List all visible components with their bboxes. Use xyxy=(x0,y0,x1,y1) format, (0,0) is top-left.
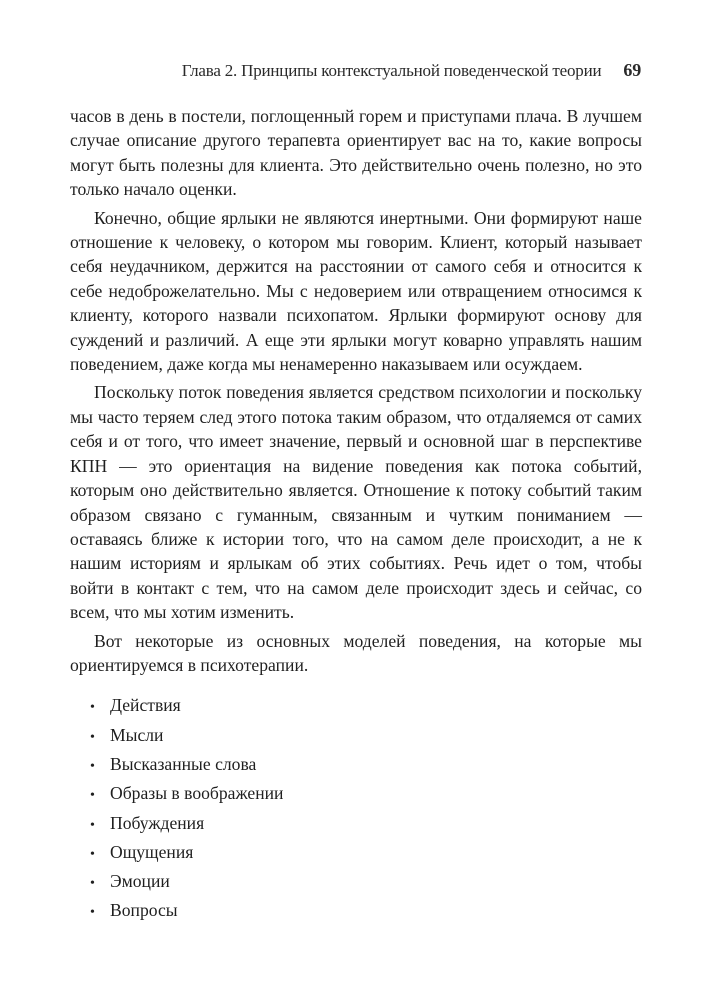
page-number: 69 xyxy=(623,60,641,80)
list-item xyxy=(70,693,642,722)
list-item-label: Образы в воображении xyxy=(110,783,284,804)
list-item-label: Эмоции xyxy=(110,871,170,892)
list-item xyxy=(70,752,642,781)
bullet-icon: • xyxy=(90,876,95,892)
bullet-icon: • xyxy=(90,905,95,921)
behavior-list xyxy=(70,693,642,927)
list-item xyxy=(70,840,642,869)
paragraph-3: Поскольку поток поведения является средством психологии и поскольку мы часто теряем след этого потока таким образом, что отдаляемся от самих себя и от того, что имеет значение, первый и основной шаг в перспективе КПН — это ориентация на видение поведения как потока событий, которым оно действительно является. Отношение к потоку событий таким образом связано с гуманным, связанным и чутким пониманием — оставаясь ближе к истории того, что на самом деле происходит, а не к нашим историям и ярлыкам об этих событиях. Речь идет о том, чтобы войти в контакт с тем, что на самом деле происходит здесь и сейчас, со всем, что мы хотим изменить. xyxy=(70,382,642,623)
chapter-title: Глава 2. Принципы контекстуальной поведенческой теории xyxy=(181,61,602,80)
running-header xyxy=(70,60,641,81)
list-item-label: Высказанные слова xyxy=(110,753,257,774)
paragraph-2: Конечно, общие ярлыки не являются инертными. Они формируют наше отношение к человеку, о котором мы говорим. Клиент, который называет себя неудачником, держится на расстоянии от самого себя и относится к себе недоброжелательно. Мы с недоверием или отвращением относимся к клиенту, которого назвали психопатом. Ярлыки формируют основу для суждений и различий. А еще эти ярлыки могут коварно управлять нашим поведением, даже когда мы ненамеренно наказываем или осуждаем. xyxy=(70,207,642,375)
bullet-icon: • xyxy=(90,788,95,804)
list-item xyxy=(70,811,642,840)
list-item-label: Действия xyxy=(110,695,181,716)
list-item xyxy=(70,781,642,810)
list-item xyxy=(70,723,642,752)
list-item-label: Побуждения xyxy=(110,812,205,833)
paragraph-4: Вот некоторые из основных моделей поведения, на которые мы ориентируемся в психотерапии. xyxy=(70,630,642,675)
list-item xyxy=(70,898,642,927)
paragraph-1: часов в день в постели, поглощенный горем и приступами плача. В лучшем случае описание другого терапевта ориентирует вас на то, какие вопросы могут быть полезны для клиента. Это действительно очень полезно, но это только начало оценки. xyxy=(70,106,642,200)
bullet-icon: • xyxy=(90,729,95,745)
body-text xyxy=(70,104,642,928)
bullet-icon: • xyxy=(90,846,95,862)
bullet-icon: • xyxy=(90,817,95,833)
list-item-label: Ощущения xyxy=(110,841,194,862)
list-item-label: Вопросы xyxy=(110,900,178,921)
list-item-label: Мысли xyxy=(110,724,164,745)
list-item xyxy=(70,869,642,898)
bullet-icon: • xyxy=(90,700,95,716)
bullet-icon: • xyxy=(90,758,95,774)
